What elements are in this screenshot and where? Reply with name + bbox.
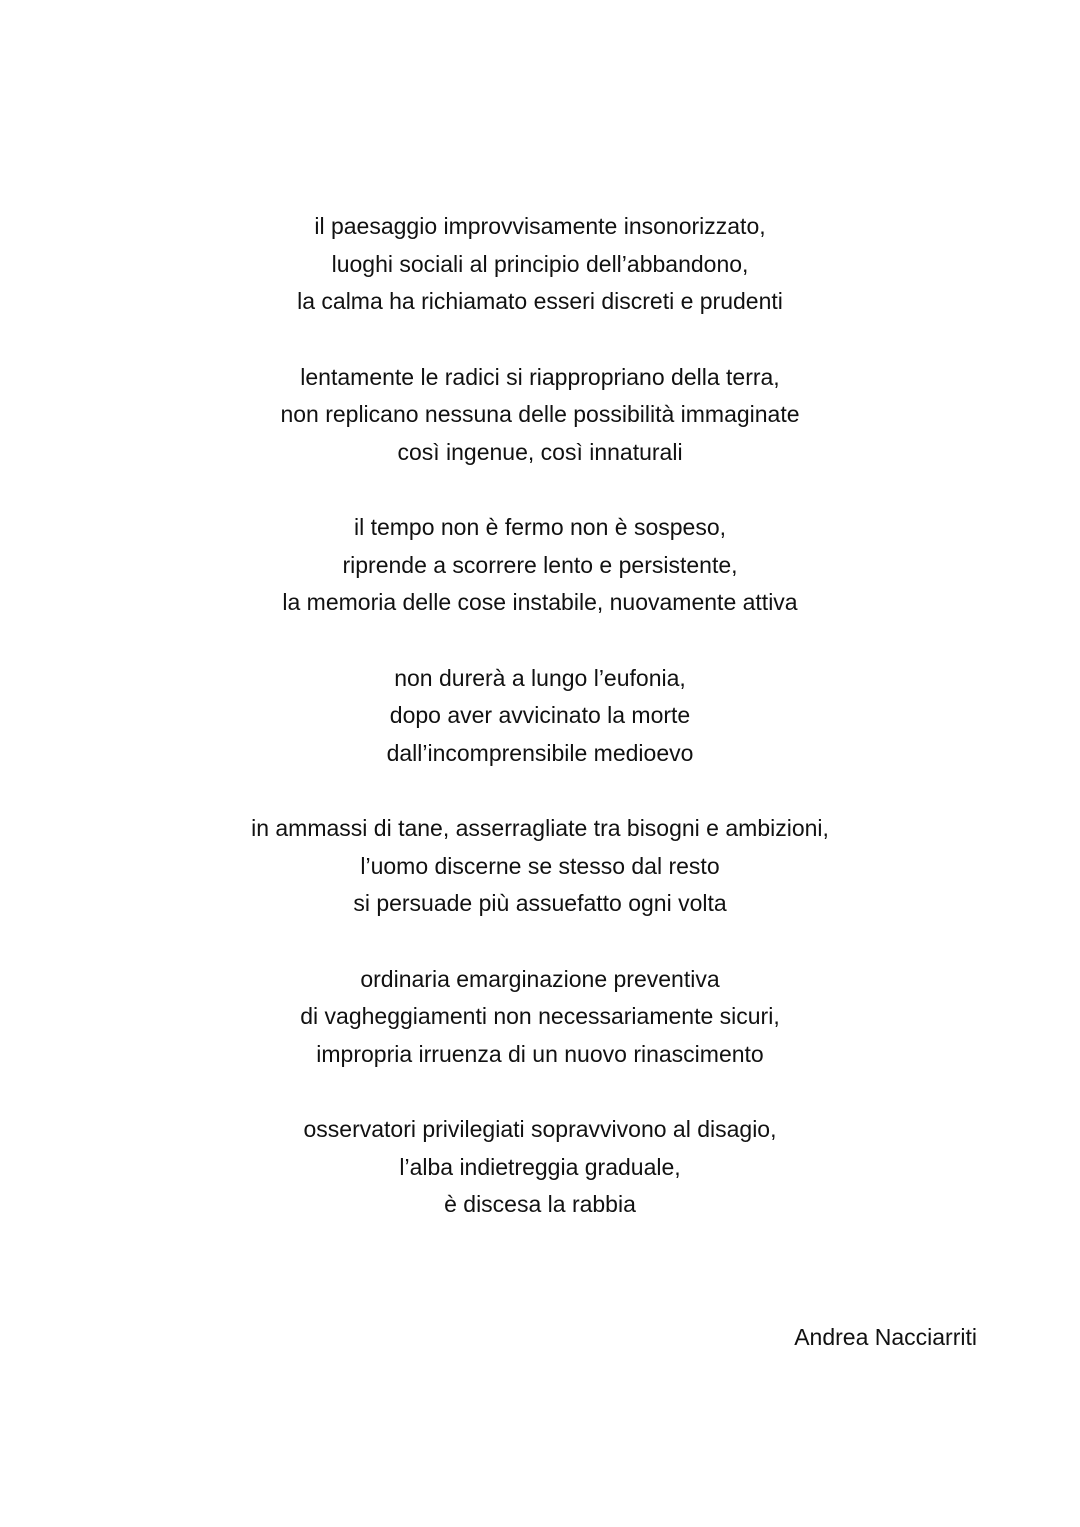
author-name: Andrea Nacciarriti (794, 1324, 977, 1350)
stanza-3 (0, 509, 1080, 622)
poem (0, 208, 1080, 1262)
stanza-6 (0, 961, 1080, 1074)
poem-line: il paesaggio improvvisamente insonorizzato, (314, 213, 766, 239)
poem-line: il tempo non è fermo non è sospeso, (353, 514, 727, 540)
stanza-2 (0, 359, 1080, 472)
poem-line: di vagheggiamenti non necessariamente sicuri, (300, 1003, 780, 1029)
stanza-1 (0, 208, 1080, 321)
poem-line: lentamente le radici si riappropriano della terra, (300, 363, 780, 390)
poem-line: la memoria delle cose instabile, nuovamente attiva (282, 589, 798, 615)
poem-line: osservatori privilegiati sopravvivono al disagio, (303, 1116, 777, 1142)
stanza-4 (0, 660, 1080, 773)
poem-line: non durerà a lungo l’eufonia, (394, 664, 686, 691)
poem-line: ordinaria emarginazione preventiva (360, 965, 720, 992)
poem-line: l’alba indietreggia graduale, (399, 1153, 681, 1180)
poem-line: impropria irruenza di un nuovo rinascimento (316, 1040, 764, 1067)
poem-line: riprende a scorrere lento e persistente, (342, 551, 738, 578)
stanza-5 (0, 810, 1080, 923)
poem-line: è discesa la rabbia (444, 1191, 636, 1217)
poem-line: si persuade più assuefatto ogni volta (353, 890, 727, 916)
poem-line: la calma ha richiamato esseri discreti e prudenti (297, 288, 783, 314)
poem-line: dall’incomprensibile medioevo (386, 739, 694, 766)
poem-line: così ingenue, così innaturali (397, 438, 683, 465)
stanza-7 (0, 1111, 1080, 1224)
poem-line: non replicano nessuna delle possibilità immaginate (280, 401, 800, 427)
poem-line: luoghi sociali al principio dell’abbandono, (331, 250, 749, 277)
poem-line: in ammassi di tane, asserragliate tra bisogni e ambizioni, (251, 815, 829, 841)
poem-line: l’uomo discerne se stesso dal resto (360, 852, 720, 879)
poem-line: dopo aver avvicinato la morte (389, 702, 691, 728)
